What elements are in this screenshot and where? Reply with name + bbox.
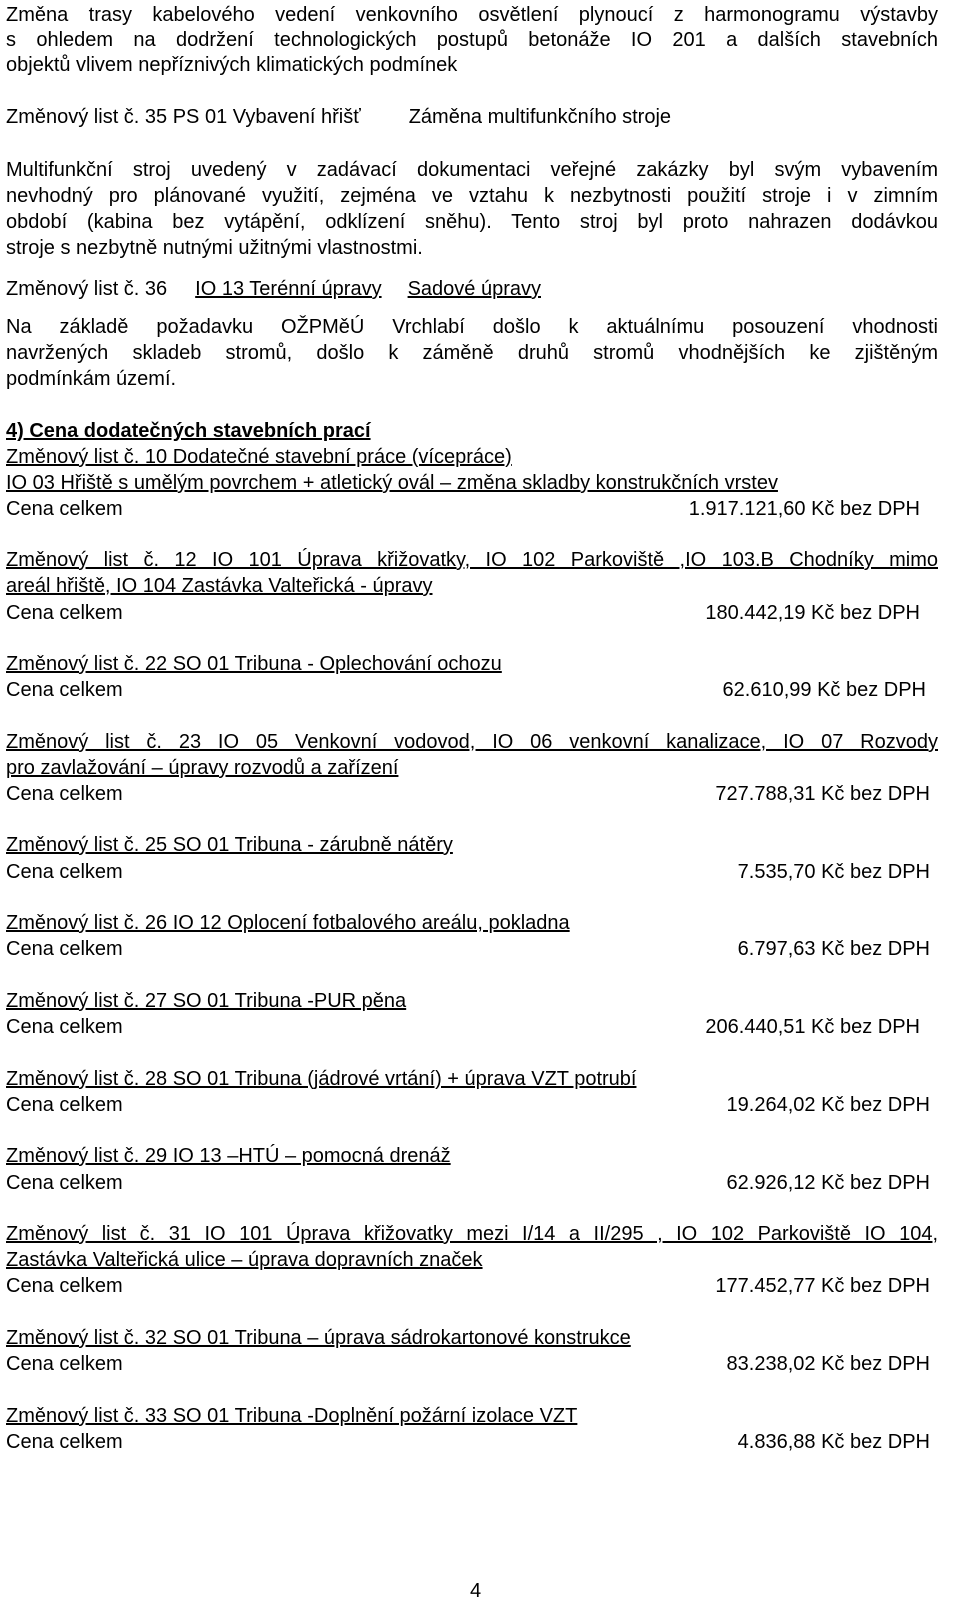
list35-subject: Záměna multifunkčního stroje: [408, 106, 672, 128]
change-list-10-total-label: Cena celkem: [6, 498, 123, 520]
change-list-23-total-label: Cena celkem: [6, 783, 123, 805]
list36-heading: [6, 276, 541, 302]
intro-line-3: objektů vlivem nepříznivých klimatických podmínek: [6, 54, 458, 76]
change-list-29-title: Změnový list č. 29 IO 13 –HTÚ – pomocná drenáž: [6, 1145, 451, 1167]
list35-heading: [6, 104, 671, 130]
list36-subject: Sadové úpravy: [407, 278, 541, 300]
change-list-25-title: Změnový list č. 25 SO 01 Tribuna - zárubně nátěry: [6, 834, 453, 856]
change-list-33-total-label: Cena celkem: [6, 1431, 123, 1453]
list36-paragraph-2: navržených skladeb stromů, došlo k záměně druhů stromů vhodnějších ke zjištěným: [6, 342, 938, 364]
list36-paragraph-1: Na základě požadavku OŽPMěÚ Vrchlabí došlo k aktuálnímu posouzení vhodnosti: [6, 316, 938, 338]
change-list-32-price: 83.238,02 Kč bez DPH: [726, 1353, 930, 1375]
change-list-22-price: 62.610,99 Kč bez DPH: [722, 679, 926, 701]
list35-paragraph-1: Multifunkční stroj uvedený v zadávací dokumentaci veřejné zakázky byl svým vybavením: [6, 159, 938, 181]
intro-line-1: Změna trasy kabelového vedení venkovního osvětlení plynoucí z harmonogramu výstavby: [6, 4, 938, 26]
change-list-12-detail: areál hřiště, IO 104 Zastávka Valteřická - úpravy: [6, 575, 433, 597]
change-list-12-price: 180.442,19 Kč bez DPH: [705, 602, 920, 624]
change-list-10-price: 1.917.121,60 Kč bez DPH: [688, 498, 920, 520]
change-list-31-title: Změnový list č. 31 IO 101 Úprava křižovatky mezi I/14 a II/295 , IO 102 Parkoviště IO 104,: [6, 1223, 938, 1245]
change-list-32-title: Změnový list č. 32 SO 01 Tribuna – úprava sádrokartonové konstrukce: [6, 1327, 631, 1349]
change-list-28-price: 19.264,02 Kč bez DPH: [726, 1094, 930, 1116]
list35-title: Změnový list č. 35 PS 01 Vybavení hřišť: [6, 106, 361, 128]
list36-paragraph-3: podmínkám území.: [6, 368, 177, 390]
change-list-26-title: Změnový list č. 26 IO 12 Oplocení fotbalového areálu, pokladna: [6, 912, 570, 934]
intro-line-2: s ohledem na dodržení technologických postupů betonáže IO 201 a dalších stavebních: [6, 29, 938, 51]
change-list-25-total-label: Cena celkem: [6, 861, 123, 883]
list35-paragraph-2: nevhodný pro plánované využití, zejména ve vztahu k nezbytnosti použití stroje i v zimním: [6, 185, 938, 207]
change-list-29-price: 62.926,12 Kč bez DPH: [726, 1172, 930, 1194]
change-list-10-title: Změnový list č. 10 Dodatečné stavební práce (vícepráce): [6, 446, 512, 468]
change-list-12-title: Změnový list č. 12 IO 101 Úprava křižovatky, IO 102 Parkoviště ,IO 103.B Chodníky mimo: [6, 549, 938, 571]
list36-title: Změnový list č. 36: [6, 278, 168, 300]
change-list-33-title: Změnový list č. 33 SO 01 Tribuna -Doplnění požární izolace VZT: [6, 1405, 578, 1427]
change-list-33-price: 4.836,88 Kč bez DPH: [737, 1431, 930, 1453]
change-list-27-title: Změnový list č. 27 SO 01 Tribuna -PUR pěna: [6, 990, 407, 1012]
change-list-10-detail: IO 03 Hřiště s umělým povrchem + atletický ovál – změna skladby konstrukčních vrstev: [6, 472, 778, 494]
change-list-26-price: 6.797,63 Kč bez DPH: [737, 938, 930, 960]
change-list-27-total-label: Cena celkem: [6, 1016, 123, 1038]
change-list-31-detail: Zastávka Valteřická ulice – úprava dopravních značek: [6, 1249, 483, 1271]
change-list-23-price: 727.788,31 Kč bez DPH: [715, 783, 930, 805]
page-number: 4: [470, 1580, 482, 1602]
change-list-22-total-label: Cena celkem: [6, 679, 123, 701]
change-list-25-price: 7.535,70 Kč bez DPH: [737, 861, 930, 883]
change-list-32-total-label: Cena celkem: [6, 1353, 123, 1375]
change-list-28-title: Změnový list č. 28 SO 01 Tribuna (jádrové vrtání) + úprava VZT potrubí: [6, 1068, 637, 1090]
change-list-31-price: 177.452,77 Kč bez DPH: [715, 1275, 930, 1297]
change-list-29-total-label: Cena celkem: [6, 1172, 123, 1194]
list36-object: IO 13 Terénní úpravy: [195, 278, 382, 300]
section-4-title: 4) Cena dodatečných stavebních prací: [6, 420, 371, 442]
change-list-31-total-label: Cena celkem: [6, 1275, 123, 1297]
change-list-22-title: Změnový list č. 22 SO 01 Tribuna - Oplechování ochozu: [6, 653, 502, 675]
list35-paragraph-3: období (kabina bez vytápění, odklízení sněhu). Tento stroj byl proto nahrazen dodávkou: [6, 211, 938, 233]
change-list-23-title: Změnový list č. 23 IO 05 Venkovní vodovod, IO 06 venkovní kanalizace, IO 07 Rozvody: [6, 731, 938, 753]
change-list-26-total-label: Cena celkem: [6, 938, 123, 960]
change-list-12-total-label: Cena celkem: [6, 602, 123, 624]
change-list-28-total-label: Cena celkem: [6, 1094, 123, 1116]
list35-paragraph-4: stroje s nezbytně nutnými užitnými vlastnostmi.: [6, 237, 423, 259]
change-list-23-detail: pro zavlažování – úpravy rozvodů a zařízení: [6, 757, 399, 779]
change-list-27-price: 206.440,51 Kč bez DPH: [705, 1016, 920, 1038]
